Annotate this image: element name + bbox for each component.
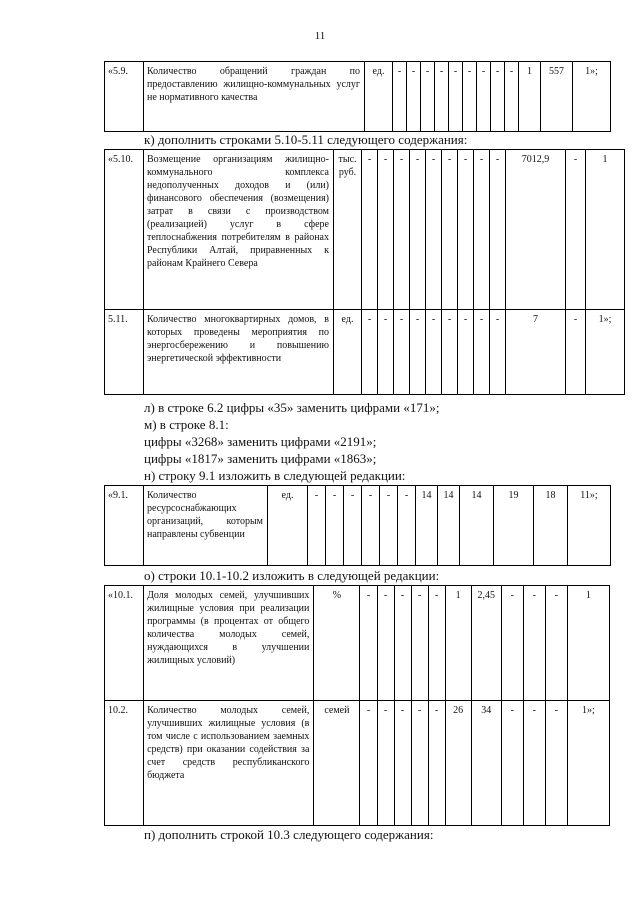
table-rows-10-1-10-2: [104, 585, 610, 826]
table-row: [105, 586, 610, 701]
value-cell: 7: [506, 310, 566, 395]
value-cell: -: [428, 586, 445, 701]
value-cell: 1: [445, 586, 471, 701]
value-cell: 34: [471, 701, 501, 826]
indicator-name: Количество молодых семей, улучшивших жилищные условия (в том числе с использованием заемных средств) при оказании содействия за счет средств республиканского бюджета: [144, 701, 314, 826]
instruction-l: л) в строке 6.2 цифры «35» заменить цифрами «171»;: [144, 400, 440, 415]
table-row-5-9: [104, 61, 611, 132]
value-cell: 1: [519, 62, 541, 132]
value-cell: 1: [586, 150, 625, 310]
unit-cell: ед.: [334, 310, 362, 395]
row-number: 5.11.: [105, 310, 144, 395]
value-cell: -: [490, 310, 506, 395]
value-cell: -: [394, 701, 411, 826]
value-cell: 1»;: [567, 701, 609, 826]
instruction-m-1: цифры «3268» заменить цифрами «2191»;: [144, 434, 377, 449]
unit-cell: %: [314, 586, 360, 701]
table-rows-5-10-5-11: [104, 149, 625, 395]
value-cell: -: [362, 486, 380, 566]
value-cell: -: [545, 701, 567, 826]
row-number: «9.1.: [105, 486, 144, 566]
indicator-name: Количество обращений граждан по предоставлению жилищно-коммунальных услуг не нормативного качества: [144, 62, 365, 132]
instruction-n: н) строку 9.1 изложить в следующей редакции:: [144, 468, 406, 483]
value-cell: 2,45: [471, 586, 501, 701]
value-cell: -: [393, 62, 407, 132]
row-number: «10.1.: [105, 586, 144, 701]
value-cell: -: [428, 701, 445, 826]
value-cell: -: [378, 310, 394, 395]
value-cell: -: [411, 586, 428, 701]
value-cell: -: [449, 62, 463, 132]
unit-cell: семей: [314, 701, 360, 826]
value-cell: -: [362, 150, 378, 310]
value-cell: -: [566, 310, 586, 395]
value-cell: -: [477, 62, 491, 132]
table-row: [105, 486, 611, 566]
row-number: «5.10.: [105, 150, 144, 310]
instruction-o: о) строки 10.1-10.2 изложить в следующей редакции:: [144, 568, 440, 583]
indicator-name: Количество ресурсоснабжающих организаций, которым направлены субвенции: [144, 486, 268, 566]
indicator-name: Возмещение организациям жилищно-коммунального комплекса недополученных доходов и (или) финансового обеспечения (возмещения) затрат в связи с производством (реализацией) услуг в сфере теплоснабжения потребителям в районах Республики Алтай, приравненных к районам Крайнего Севера: [144, 150, 334, 310]
value-cell: -: [501, 586, 523, 701]
value-cell: -: [378, 150, 394, 310]
value-cell: -: [410, 310, 426, 395]
value-cell: -: [442, 310, 458, 395]
instruction-m: м) в строке 8.1:: [144, 417, 229, 432]
value-cell: -: [463, 62, 477, 132]
value-cell: -: [394, 310, 410, 395]
table-row-9-1: [104, 485, 611, 566]
value-cell: -: [410, 150, 426, 310]
value-cell: -: [426, 310, 442, 395]
value-cell: -: [566, 150, 586, 310]
unit-cell: ед.: [268, 486, 308, 566]
value-cell: 26: [445, 701, 471, 826]
value-cell: -: [380, 486, 398, 566]
row-number: «5.9.: [105, 62, 144, 132]
value-cell: -: [362, 310, 378, 395]
value-cell: -: [442, 150, 458, 310]
value-cell: -: [344, 486, 362, 566]
value-cell: -: [360, 701, 377, 826]
value-cell: -: [435, 62, 449, 132]
value-cell: -: [474, 150, 490, 310]
value-cell: -: [398, 486, 416, 566]
value-cell: -: [360, 586, 377, 701]
value-cell: -: [501, 701, 523, 826]
table-row: [105, 701, 610, 826]
value-cell: 14: [438, 486, 460, 566]
value-cell: -: [407, 62, 421, 132]
table-row: [105, 310, 625, 395]
value-cell: 1»;: [573, 62, 611, 132]
value-cell: -: [545, 586, 567, 701]
value-cell: -: [490, 150, 506, 310]
page-number: 11: [314, 30, 326, 42]
value-cell: -: [377, 586, 394, 701]
value-cell: -: [394, 150, 410, 310]
value-cell: -: [426, 150, 442, 310]
indicator-name: Доля молодых семей, улучшивших жилищные условия при реализации программы (в процентах от общего количества молодых семей, нуждающихся в улучшении жилищных условий): [144, 586, 314, 701]
table-row: [105, 150, 625, 310]
value-cell: 1: [567, 586, 609, 701]
instruction-k: к) дополнить строками 5.10-5.11 следующего содержания:: [144, 132, 468, 147]
unit-cell: тыс. руб.: [334, 150, 362, 310]
value-cell: 7012,9: [506, 150, 566, 310]
table-row: [105, 62, 611, 132]
value-cell: -: [474, 310, 490, 395]
value-cell: -: [377, 701, 394, 826]
value-cell: 19: [494, 486, 534, 566]
value-cell: -: [421, 62, 435, 132]
value-cell: 1»;: [586, 310, 625, 395]
indicator-name: Количество многоквартирных домов, в которых проведены мероприятия по энергосбережению и повышению энергетической эффективности: [144, 310, 334, 395]
value-cell: -: [491, 62, 505, 132]
value-cell: -: [308, 486, 326, 566]
instruction-m-2: цифры «1817» заменить цифрами «1863»;: [144, 451, 377, 466]
value-cell: -: [523, 701, 545, 826]
value-cell: -: [523, 586, 545, 701]
value-cell: 18: [534, 486, 568, 566]
value-cell: -: [505, 62, 519, 132]
value-cell: -: [458, 150, 474, 310]
value-cell: -: [458, 310, 474, 395]
instruction-p: п) дополнить строкой 10.3 следующего содержания:: [144, 827, 434, 842]
value-cell: 11»;: [568, 486, 611, 566]
value-cell: -: [411, 701, 428, 826]
unit-cell: ед.: [365, 62, 393, 132]
value-cell: 14: [416, 486, 438, 566]
value-cell: 14: [460, 486, 494, 566]
row-number: 10.2.: [105, 701, 144, 826]
value-cell: -: [394, 586, 411, 701]
value-cell: 557: [541, 62, 573, 132]
value-cell: -: [326, 486, 344, 566]
